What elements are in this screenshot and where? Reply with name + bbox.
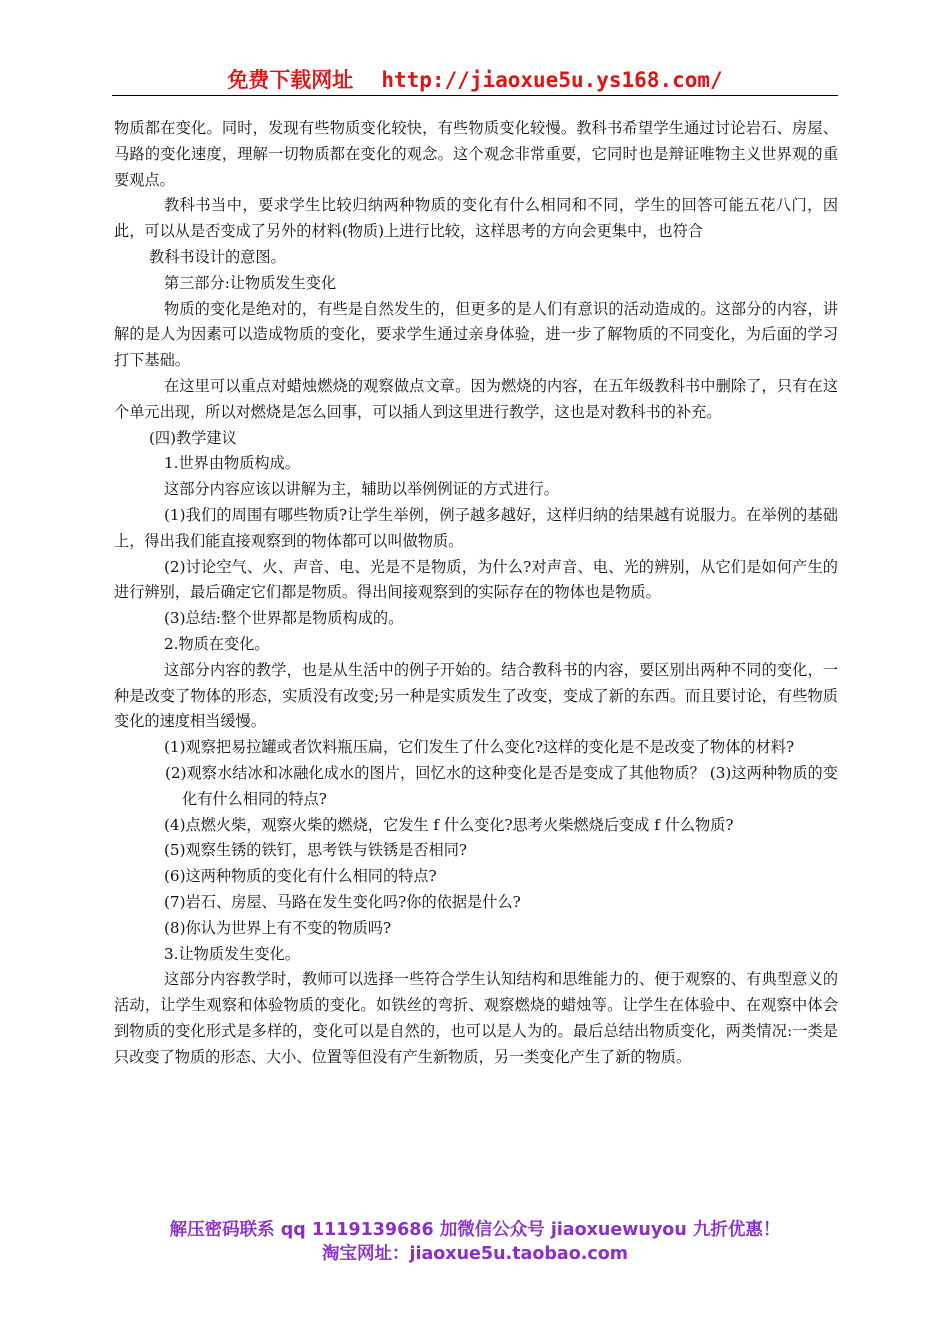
list-heading: 1.世界由物质构成。 <box>164 454 300 473</box>
paragraph: 教科书当中，要求学生比较归纳两种物质的变化有什么相同和不同，学生的回答可能五花八门，因此，可以从是否变成了另外的材料(物质)上进行比较，这样思考的方向会更集中，也符合 <box>114 196 838 241</box>
footer-shop-link[interactable]: 淘宝网址：jiaoxue5u.taobao.com <box>321 1244 629 1264</box>
list-item: (3)总结:整个世界都是物质构成的。 <box>164 609 404 628</box>
page-header <box>112 66 838 94</box>
list-item: (6)这两种物质的变化有什么相同的特点? <box>164 867 437 886</box>
paragraph: 在这里可以重点对蜡烛燃烧的观察做点文章。因为燃烧的内容，在五年级教科书中删除了，只有在这个单元出现，所以对燃烧是怎么回事，可以插人到这里进行教学，这也是对教科书的补充。 <box>114 376 838 421</box>
header-divider <box>112 95 838 96</box>
list-item: (5)观察生锈的铁钉，思考铁与铁锈是否相同? <box>164 841 468 860</box>
list-item: (1)观察把易拉罐或者饮料瓶压扁，它们发生了什么变化?这样的变化是不是改变了物体的材料? <box>164 738 795 757</box>
header-url[interactable]: http://jiaoxue5u.ys168.com/ <box>381 68 723 92</box>
list-item: (1)我们的周围有哪些物质?让学生举例，例子越多越好，这样归纳的结果越有说服力。在举例的基础上，得出我们能直接观察到的物体都可以叫做物质。 <box>114 505 838 550</box>
section-heading: 第三部分:让物质发生变化 <box>164 273 337 292</box>
footer-contact: 解压密码联系 qq 1119139686 加微信公众号 jiaoxuewuyou 九折优惠！ <box>169 1220 781 1240</box>
paragraph: 这部分内容的教学，也是从生活中的例子开始的。结合教科书的内容，要区别出两种不同的变化，一种是改变了物体的形态，实质没有改变;另一种是实质发生了改变，变成了新的东西。而且要讨论，有些物质变化的速度相当缓慢。 <box>114 660 838 731</box>
paragraph: 教科书设计的意图。 <box>149 247 286 266</box>
paragraph: 这部分内容应该以讲解为主，辅助以举例例证的方式进行。 <box>164 480 559 499</box>
section-heading: (四)教学建议 <box>149 428 237 447</box>
paragraph: 物质的变化是绝对的，有些是自然发生的，但更多的是人们有意识的活动造成的。这部分的内容，讲解的是人为因素可以造成物质的变化，要求学生通过亲身体验，进一步了解物质的不同变化，为后面的学习打下基础。 <box>114 299 838 370</box>
paragraph: 这部分内容教学时，教师可以选择一些符合学生认知结构和思维能力的、便于观察的、有典型意义的活动，让学生观察和体验物质的变化。如铁丝的弯折、观察燃烧的蜡烛等。让学生在体验中、在观察中体会到物质的变化形式是多样的，变化可以是自然的，也可以是人为的。最后总结出物质变化，两类情况:一类是只改变了物质的形态、大小、位置等但没有产生新物质，另一类变化产生了新的物质。 <box>114 970 838 1066</box>
list-heading: 3.让物质发生变化。 <box>164 944 300 963</box>
paragraph: 物质都在变化。同时，发现有些物质变化较快，有些物质变化较慢。教科书希望学生通过讨论岩石、房屋、马路的变化速度，理解一切物质都在变化的观念。这个观念非常重要，它同时也是辩证唯物主义世界观的重要观点。 <box>114 119 838 189</box>
list-item: (7)岩石、房屋、马路在发生变化吗?你的依据是什么? <box>164 892 521 911</box>
document-body <box>114 116 838 1070</box>
page-footer <box>60 1218 890 1266</box>
list-item: (8)你认为世界上有不变的物质吗? <box>164 918 392 937</box>
list-item: (2)讨论空气、火、声音、电、光是不是物质，为什么?对声音、电、光的辨别，从它们是如何产生的进行辨别，最后确定它们都是物质。得出间接观察到的实际存在的物体也是物质。 <box>114 557 838 602</box>
header-label: 免费下载网址 <box>227 68 354 92</box>
list-item: (2)观察水结冰和冰融化成水的图片，回忆水的这种变化是否是变成了其他物质？ (3)这两种物质的变化有什么相同的特点? <box>165 763 838 808</box>
list-item: (4)点燃火柴，观察火柴的燃烧，它发生 f 什么变化?思考火柴燃烧后变成 f 什么物质? <box>164 815 734 834</box>
list-heading: 2.物质在变化。 <box>164 634 270 653</box>
